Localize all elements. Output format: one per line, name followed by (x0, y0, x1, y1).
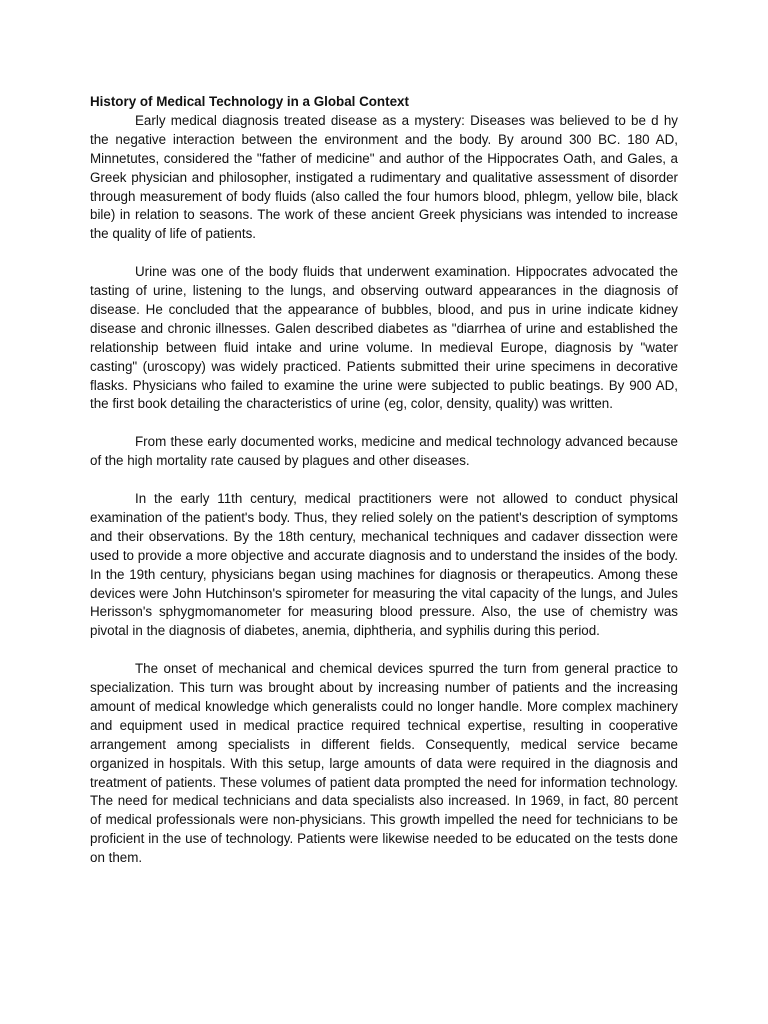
paragraph-2: Urine was one of the body fluids that underwent examination. Hippocrates advocated the tasting of urine, listening to the lungs, and observing outward appearances in the diagnosis of disease. He concluded that the appearance of bubbles, blood, and pus in urine indicate kidney disease and chronic illnesses. Galen described diabetes as "diarrhea of urine and established the relationship between fluid intake and urine volume. In medieval Europe, diagnosis by "water casting" (uroscopy) was widely practiced. Patients submitted their urine specimens in decorative flasks. Physicians who failed to examine the urine were subjected to public beatings. By 900 AD, the first book detailing the characteristics of urine (eg, color, density, quality) was written. (90, 264, 678, 412)
document-title: History of Medical Technology in a Global Context (90, 94, 409, 109)
paragraph-3: From these early documented works, medicine and medical technology advanced because of the high mortality rate caused by plagues and other diseases. (90, 434, 678, 469)
paragraph-5: The onset of mechanical and chemical devices spurred the turn from general practice to specialization. This turn was brought about by increasing number of patients and the increasing amount of medical knowledge which generalists could no longer handle. More complex machinery and equipment used in medical practice required technical expertise, resulting in cooperative arrangement among specialists in different fields. Consequently, medical service became organized in hospitals. With this setup, large amounts of data were required in the diagnosis and treatment of patients. These volumes of patient data prompted the need for information technology. The need for medical technicians and data specialists also increased. In 1969, in fact, 80 percent of medical professionals were non-physicians. This growth impelled the need for technicians to be proficient in the use of technology. Patients were likewise needed to be educated on the tests done on them. (90, 661, 678, 866)
paragraph-4: In the early 11th century, medical practitioners were not allowed to conduct physical examination of the patient's body. Thus, they relied solely on the patient's description of symptoms and their observations. By the 18th century, mechanical techniques and cadaver dissection were used to provide a more objective and accurate diagnosis and to understand the insides of the body. In the 19th century, physicians began using machines for diagnosis or therapeutics. Among these devices were John Hutchinson's spirometer for measuring the vital capacity of the lungs, and Jules Herisson's sphygmomanometer for measuring blood pressure. Also, the use of chemistry was pivotal in the diagnosis of diabetes, anemia, diphtheria, and syphilis during this period. (90, 490, 678, 639)
document-body (90, 93, 678, 887)
paragraph-1: Early medical diagnosis treated disease as a mystery: Diseases was believed to be d hy the negative interaction between the environment and the body. By around 300 BC. 180 AD, Minnetutes, considered the "father of medicine" and author of the Hippocrates Oath, and Gales, a Greek physician and philosopher, instigated a rudimentary and qualitative assessment of disorder through measurement of body fluids (also called the four humors blood, phlegm, yellow bile, black bile) in relation to seasons. The work of these ancient Greek physicians was intended to increase the quality of life of patients. (90, 112, 678, 242)
